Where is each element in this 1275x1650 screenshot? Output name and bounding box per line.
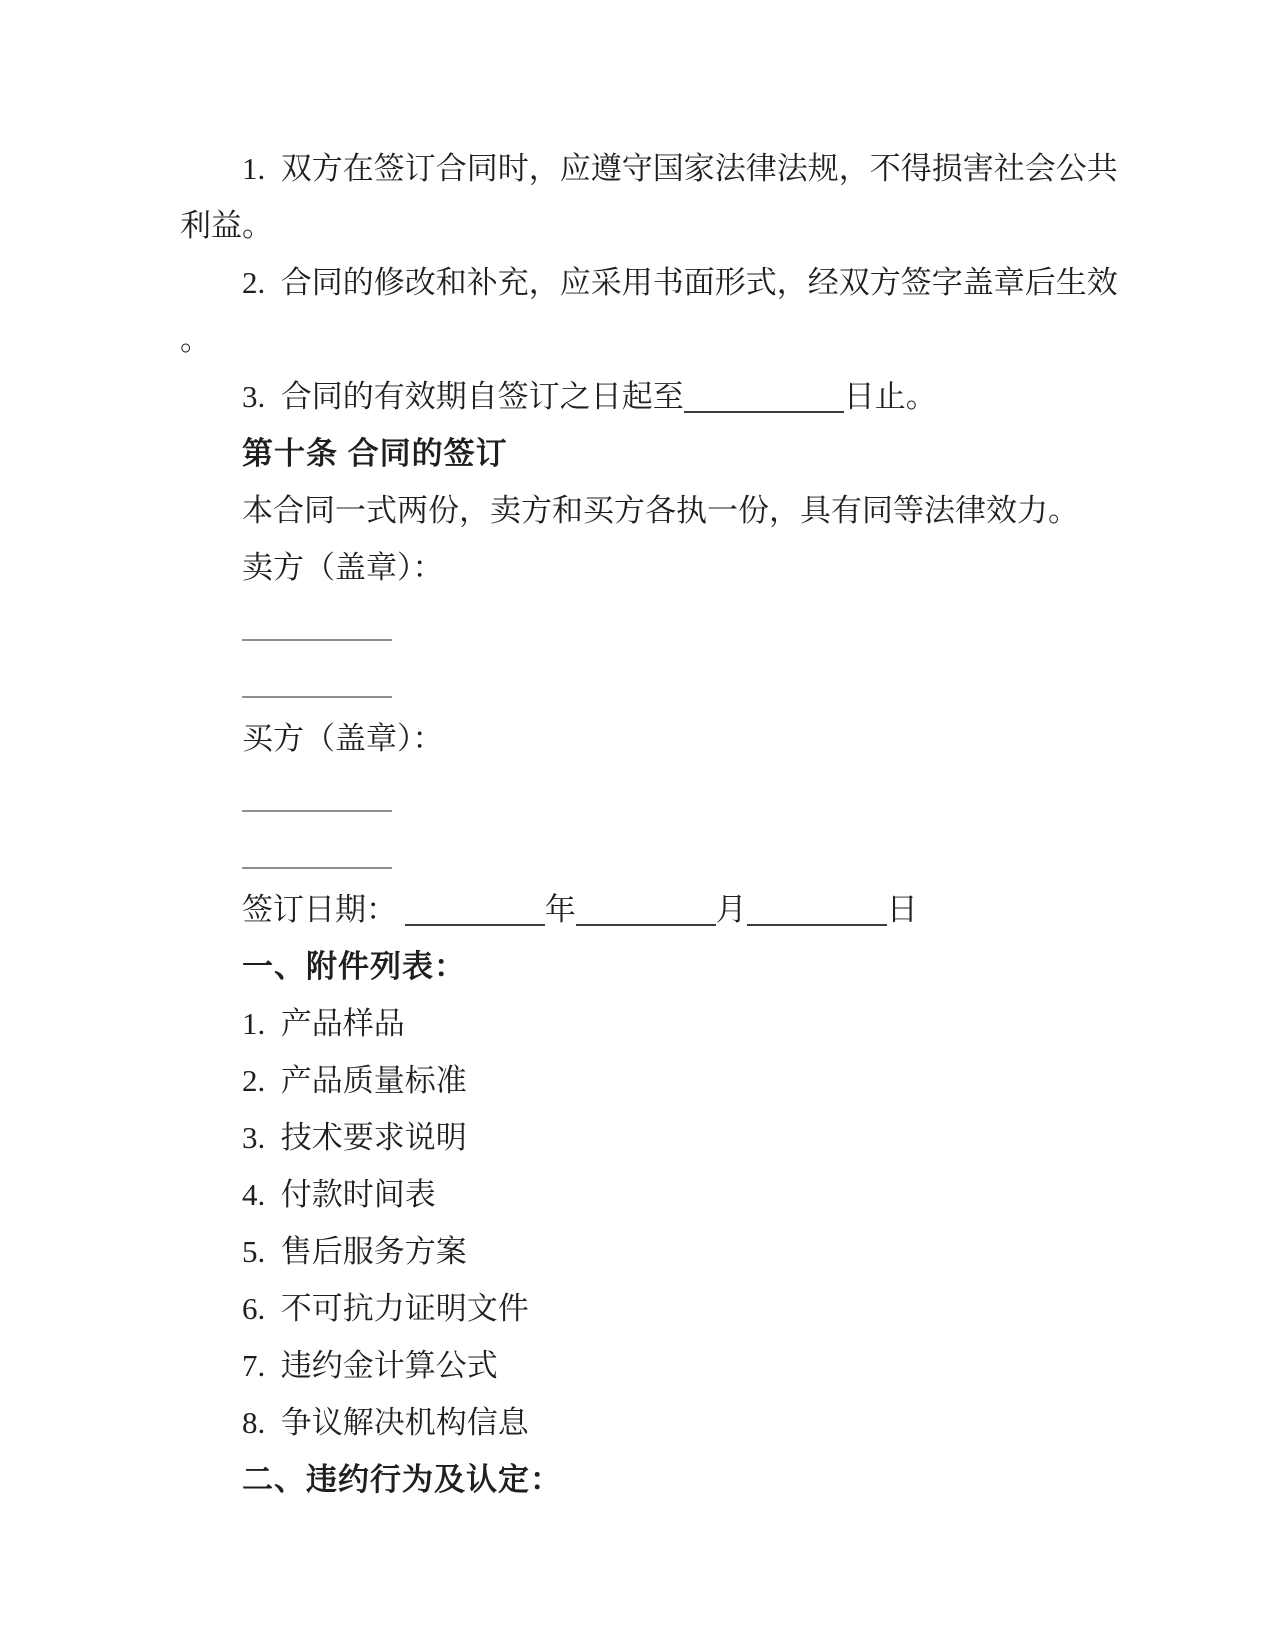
article-10-body: 本合同一式两份，卖方和买方各执一份，具有同等法律效力。 (242, 493, 1079, 528)
buyer-signature-blank-1 (242, 810, 392, 812)
breach-section-heading: 二、违约行为及认定： (242, 1462, 562, 1497)
seller-signature-line-2 (180, 653, 1275, 710)
signing-day-blank-field (747, 924, 887, 926)
seller-signature-blank-1 (242, 639, 392, 641)
attachments-heading: 一、附件列表： (242, 949, 466, 984)
year-label: 年 (544, 892, 576, 927)
attachment-item-7: 7. 违约金计算公式 (242, 1348, 498, 1383)
clause-3-text-post: 日止。 (843, 379, 937, 414)
clause-2-line-2: 。 (180, 322, 211, 357)
attachment-item-3: 3. 技术要求说明 (242, 1120, 467, 1155)
day-label: 日 (886, 892, 918, 927)
attachment-item-2: 2. 产品质量标准 (242, 1063, 467, 1098)
signing-year-blank-field (405, 924, 545, 926)
month-label: 月 (715, 892, 747, 927)
clause-3-text-pre: 3. 合同的有效期自签订之日起至 (242, 379, 684, 414)
attachment-item-8: 8. 争议解决机构信息 (242, 1405, 529, 1440)
seller-signature-line-1 (180, 596, 1275, 653)
attachment-item-4: 4. 付款时间表 (242, 1177, 436, 1212)
contract-expiry-blank-field (684, 411, 844, 413)
attachment-item-6: 6. 不可抗力证明文件 (242, 1291, 529, 1326)
buyer-signature-line-2 (180, 824, 1275, 881)
clause-2-line-1: 2. 合同的修改和补充，应采用书面形式，经双方签字盖章后生效 (242, 265, 1118, 300)
seller-signature-blank-2 (242, 696, 392, 698)
buyer-stamp-label: 买方（盖章）： (242, 721, 444, 756)
article-10-heading: 第十条 合同的签订 (242, 436, 508, 471)
seller-stamp-label: 卖方（盖章）： (242, 550, 444, 585)
clause-1-line-2: 利益。 (180, 208, 273, 243)
signing-date-label: 签订日期： (242, 892, 405, 927)
buyer-signature-blank-2 (242, 867, 392, 869)
attachment-item-5: 5. 售后服务方案 (242, 1234, 467, 1269)
clause-1-line-1: 1. 双方在签订合同时，应遵守国家法律法规，不得损害社会公共 (242, 151, 1118, 186)
signing-month-blank-field (576, 924, 716, 926)
signing-date-line (180, 881, 1275, 938)
clause-3-line (180, 368, 1275, 425)
attachment-item-1: 1. 产品样品 (242, 1006, 405, 1041)
buyer-signature-line-1 (180, 767, 1275, 824)
